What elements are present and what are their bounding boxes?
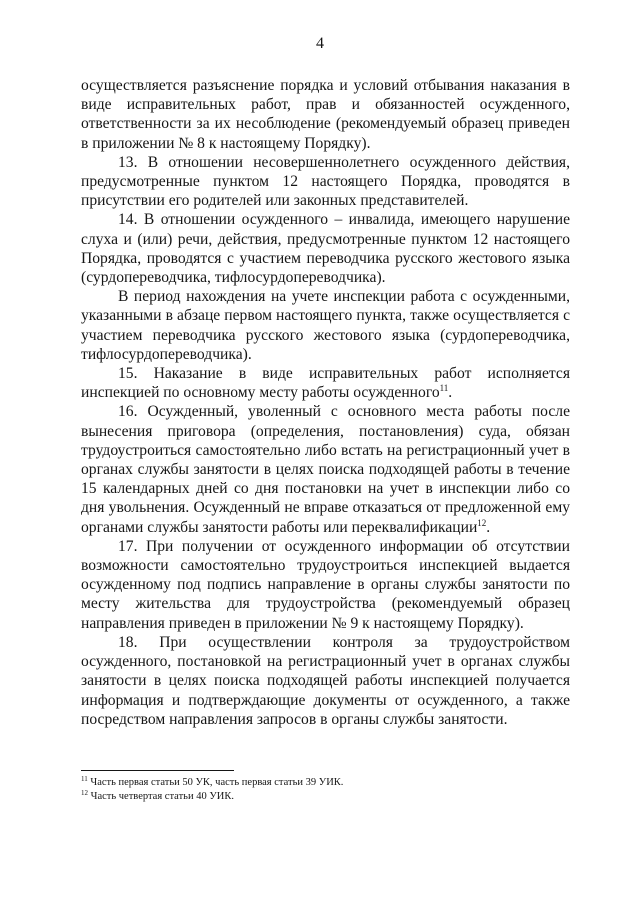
footnote bbox=[81, 776, 570, 790]
footnote-reference: 11 bbox=[439, 383, 449, 394]
footnote-number: 11 bbox=[81, 775, 88, 783]
footnote bbox=[81, 790, 570, 804]
paragraph bbox=[81, 402, 570, 536]
paragraph bbox=[81, 364, 570, 402]
page-number: 4 bbox=[316, 35, 324, 52]
paragraph: 14. В отношении осужденного – инвалида, имеющего нарушение слуха и (или) речи, действия, предусмотренные пунктом 12 настоящего Порядка, проводятся с участием переводчика русского жестового языка (сурдопереводчика, тифлосурдопереводчика). bbox=[81, 211, 570, 287]
document-body bbox=[81, 76, 570, 729]
paragraph: осуществляется разъяснение порядка и условий отбывания наказания в виде исправительных работ, прав и обязанностей осужденного, ответственности за их несоблюдение (рекомендуемый образец приведен в приложении № 8 к настоящему Порядку). bbox=[81, 77, 570, 152]
footnote-separator bbox=[81, 770, 234, 771]
paragraph-text: 15. Наказание в виде исправительных работ исполняется инспекцией по основному месту работы осужденного bbox=[81, 365, 570, 402]
paragraph-text: 16. Осужденный, уволенный с основного места работы после вынесения приговора (определения, постановления) суда, обязан трудоустроиться самостоятельно либо встать на регистрационный учет в органах службы занятости в целях поиска подходящей работы в течение 15 календарных дней со дня постановки на учет в инспекции либо со дня увольнения. Осужденный не вправе отказаться от предложенной ему органами службы занятости работы или переквалификации bbox=[81, 403, 570, 536]
paragraph-tail: . bbox=[486, 518, 491, 536]
footnote-text: Часть четвертая статьи 40 УИК. bbox=[88, 790, 234, 802]
paragraph-tail: . bbox=[448, 384, 453, 402]
footnote-reference: 12 bbox=[477, 517, 487, 528]
paragraph: В период нахождения на учете инспекции работа с осужденными, указанными в абзаце первом настоящего пункта, также осуществляется с участием переводчика русского жестового языка (сурдопереводчика, тифлосурдопереводчика). bbox=[81, 288, 570, 363]
footnotes bbox=[81, 776, 570, 803]
paragraph: 18. При осуществлении контроля за трудоустройством осужденного, постановкой на регистрационный учет в органах службы занятости в целях поиска подходящей работы инспекцией получается информация и подтверждающие документы от осужденного, а также посредством направления запросов в органы службы занятости. bbox=[81, 633, 570, 728]
paragraph: 17. При получении от осужденного информации об отсутствии возможности самостоятельно трудоустроиться инспекцией выдается осужденному под подпись направление в органы службы занятости по месту жительства для трудоустройства (рекомендуемый образец направления приведен в приложении № 9 к настоящему Порядку). bbox=[81, 537, 570, 632]
paragraph: 13. В отношении несовершеннолетнего осужденного действия, предусмотренные пунктом 12 настоящего Порядка, проводятся в присутствии его родителей или законных представителей. bbox=[81, 153, 570, 210]
footnote-text: Часть первая статьи 50 УК, часть первая статьи 39 УИК. bbox=[87, 777, 344, 788]
footnote-number: 12 bbox=[81, 788, 88, 797]
